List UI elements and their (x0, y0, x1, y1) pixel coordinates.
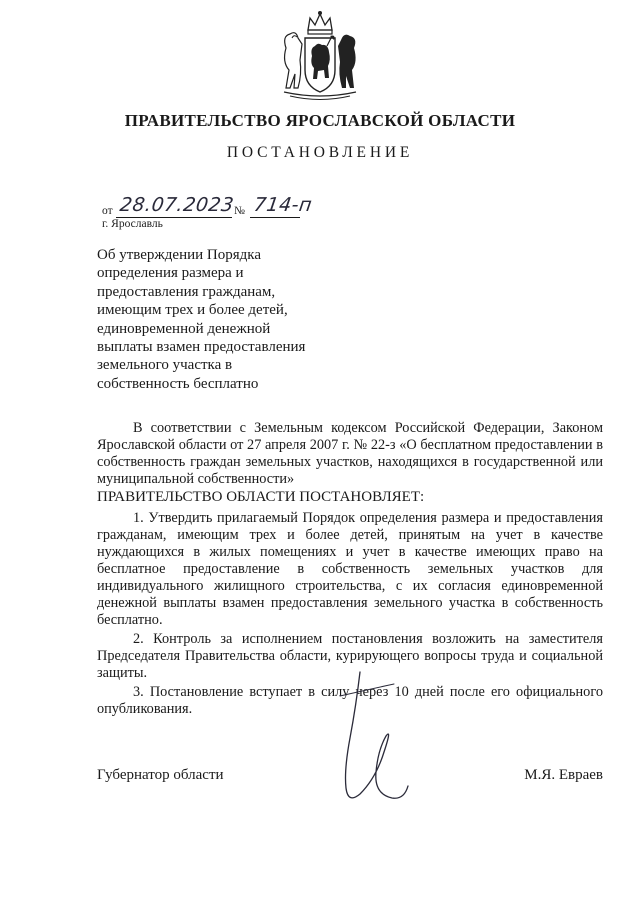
org-title: ПРАВИТЕЛЬСТВО ЯРОСЛАВСКОЙ ОБЛАСТИ (124, 111, 516, 130)
handwritten-signature-icon (296, 666, 416, 816)
signer-role: Губернатор области (97, 767, 224, 783)
number-prefix: № (234, 205, 245, 217)
subject-block (97, 246, 327, 393)
subject-line: собственность бесплатно (97, 375, 259, 392)
doc-type: ПОСТАНОВЛЕНИЕ (226, 144, 414, 161)
subject-line: имеющим трех и более детей, (97, 302, 288, 319)
subject-line: Об утверждении Порядка (97, 247, 261, 263)
decree-item: 3. Постановление вступает в силу через 10 дней после его официального опубликования. (97, 684, 603, 717)
decree-heading: ПРАВИТЕЛЬСТВО ОБЛАСТИ ПОСТАНОВЛЯЕТ: (97, 489, 425, 505)
number-value: 714-п (252, 194, 314, 216)
date-prefix: от (102, 205, 113, 217)
city: г. Ярославль (102, 218, 163, 230)
subject-line: предоставления гражданам, (97, 283, 276, 300)
signer-name: М.Я. Евраев (524, 767, 603, 783)
subject-line: единовременной денежной (97, 320, 271, 337)
decree-item: 1. Утвердить прилагаемый Порядок определения размера и предоставления гражданам, имеющим трех и более детей, принятым на учет в качестве нуждающихся в жилых помещениях и учет в качестве имеющих право на бесплатное предоставление в собственность земельных участков для индивидуального жилищного строительства, с их согласия единовременной денежной выплаты взамен предоставления земельного участка в собственность бесплатно. (97, 510, 603, 628)
subject-line: земельного участка в (97, 357, 233, 374)
date-value: 28.07.2023 (118, 194, 236, 216)
subject-line: выплаты взамен предоставления (97, 339, 306, 356)
decree-item: 2. Контроль за исполнением постановления возложить на заместителя Председателя Правительства области, курирующего вопросы труда и социальной защиты. (97, 631, 603, 681)
coat-of-arms-icon (276, 8, 364, 104)
subject-line: определения размера и (97, 265, 244, 282)
preamble: В соответствии с Земельным кодексом Российской Федерации, Законом Ярославской области от 27 апреля 2007 г. № 22-з «О бесплатном предоставлении в собственность граждан земельных участков, находящихся в государственной или муниципальной собственности» (97, 420, 603, 487)
number-underline (250, 217, 300, 218)
